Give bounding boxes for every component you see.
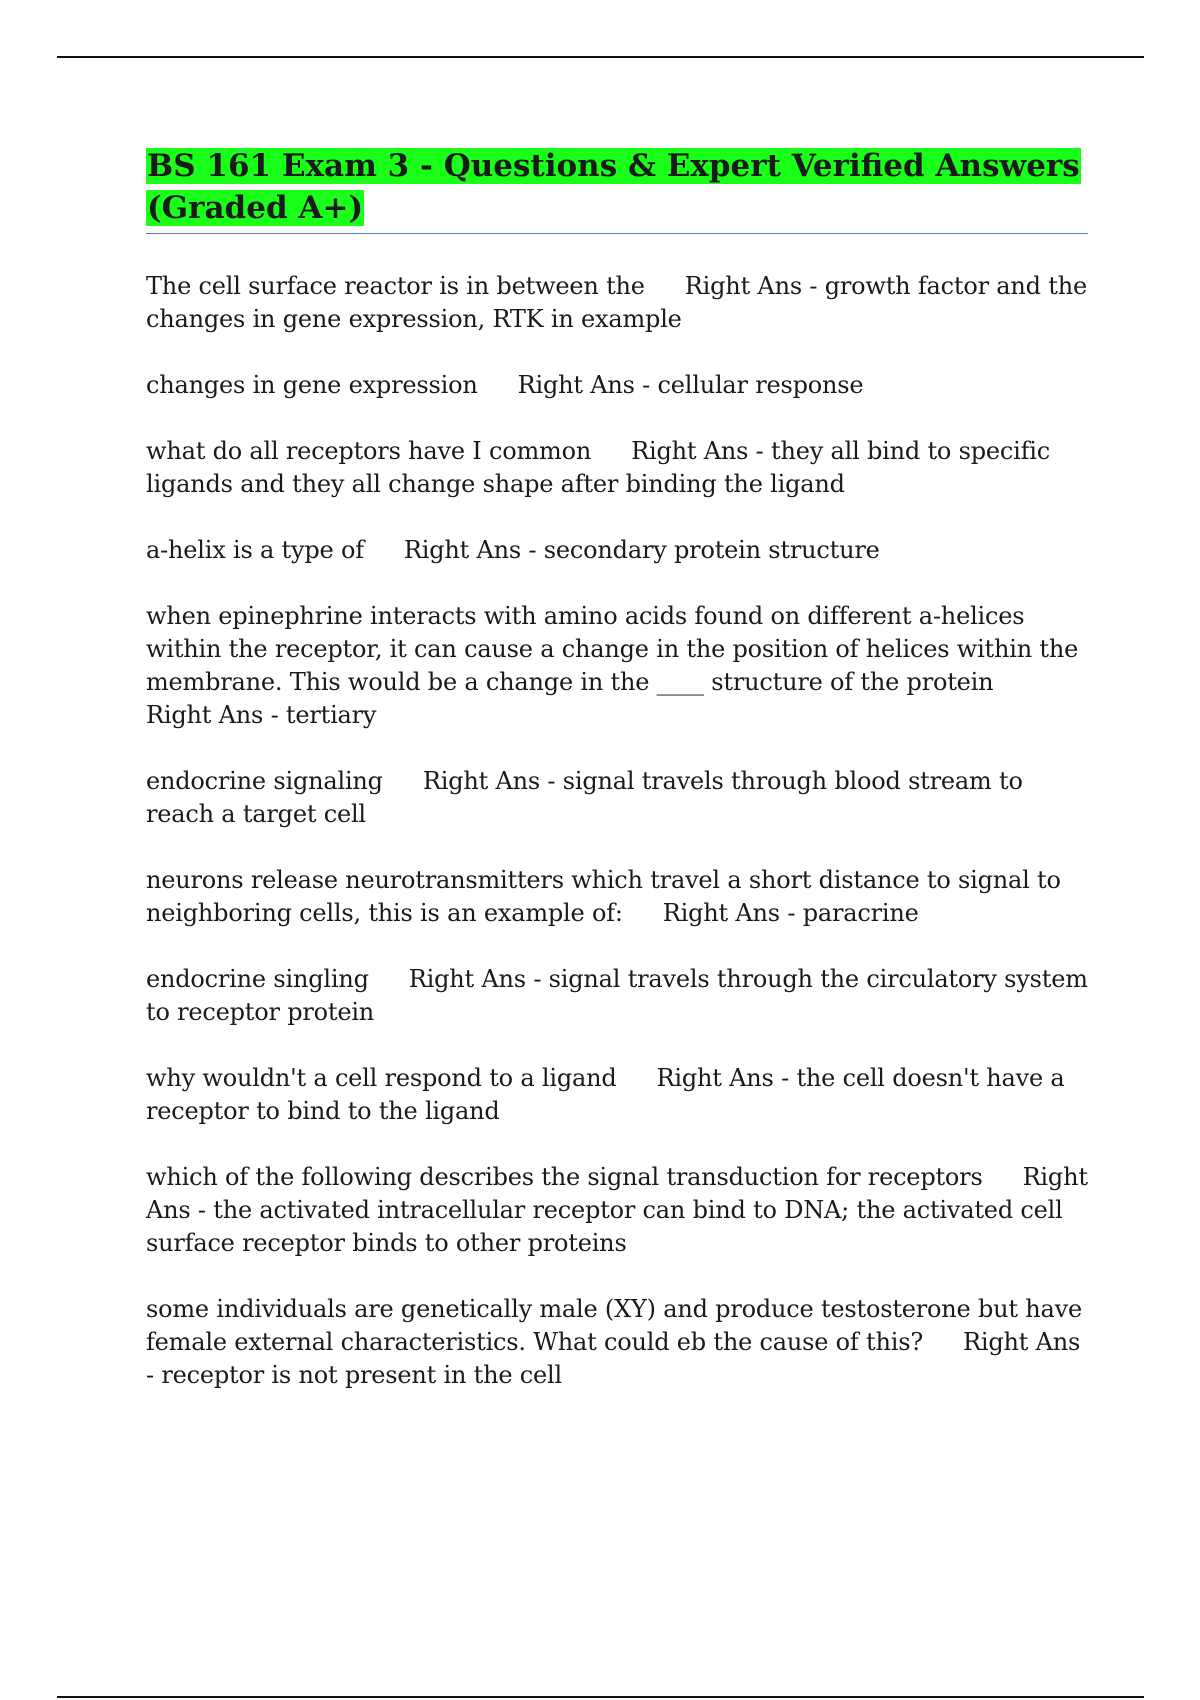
qa-item-7 xyxy=(146,864,1088,930)
answer-text: Right Ans - cellular response xyxy=(517,371,864,399)
qa-item-5 xyxy=(146,600,1088,732)
answer-text: Right Ans - secondary protein structure xyxy=(403,536,880,564)
answer-text: Right Ans - tertiary xyxy=(146,701,377,729)
answer-text: Right Ans - signal travels through blood stream to reach a target cell xyxy=(146,767,1023,828)
answer-text: Right Ans - signal travels through the circulatory system to receptor protein xyxy=(146,965,1088,1026)
question-text: which of the following describes the signal transduction for receptors xyxy=(146,1163,983,1191)
qa-item-4 xyxy=(146,534,1088,567)
qa-item-11 xyxy=(146,1293,1088,1392)
qa-item-2 xyxy=(146,369,1088,402)
question-text: The cell surface reactor is in between the xyxy=(146,272,645,300)
document-body xyxy=(146,145,1088,1425)
question-text: endocrine signaling xyxy=(146,767,383,795)
question-text: some individuals are genetically male (XY) and produce testosterone but have female external characteristics. What could eb the cause of this? xyxy=(146,1295,1083,1356)
answer-text: Right Ans - the activated intracellular receptor can bind to DNA; the activated cell surface receptor binds to other proteins xyxy=(146,1163,1088,1257)
qa-item-6 xyxy=(146,765,1088,831)
qa-item-8 xyxy=(146,963,1088,1029)
question-text: neurons release neurotransmitters which travel a short distance to signal to neighboring cells, this is an example of: xyxy=(146,866,1061,927)
qa-item-9 xyxy=(146,1062,1088,1128)
title-block xyxy=(146,145,1088,234)
qa-item-3 xyxy=(146,435,1088,501)
question-text: when epinephrine interacts with amino acids found on different a-helices within the receptor, it can cause a change in the position of helices within the membrane. This would be a change in the ____ structure of the protein xyxy=(146,602,1079,696)
answer-text: Right Ans - the cell doesn't have a receptor to bind to the ligand xyxy=(146,1064,1065,1125)
qa-item-10 xyxy=(146,1161,1088,1260)
answer-text: Right Ans - receptor is not present in the cell xyxy=(146,1328,1081,1389)
question-text: endocrine singling xyxy=(146,965,369,993)
document-title xyxy=(146,145,1088,229)
question-text: a-helix is a type of xyxy=(146,536,364,564)
bottom-rule xyxy=(57,1696,1144,1698)
top-rule xyxy=(57,56,1144,58)
answer-text: Right Ans - paracrine xyxy=(662,899,919,927)
answer-text: Right Ans - they all bind to specific ligands and they all change shape after binding the ligand xyxy=(146,437,1050,498)
question-text: changes in gene expression xyxy=(146,371,478,399)
answer-text: Right Ans - growth factor and the changes in gene expression, RTK in example xyxy=(146,272,1087,333)
question-text: why wouldn't a cell respond to a ligand xyxy=(146,1064,617,1092)
document-title-text: BS 161 Exam 3 - Questions & Expert Verified Answers (Graded A+) xyxy=(147,148,1080,226)
question-text: what do all receptors have I common xyxy=(146,437,592,465)
qa-item-1 xyxy=(146,270,1088,336)
